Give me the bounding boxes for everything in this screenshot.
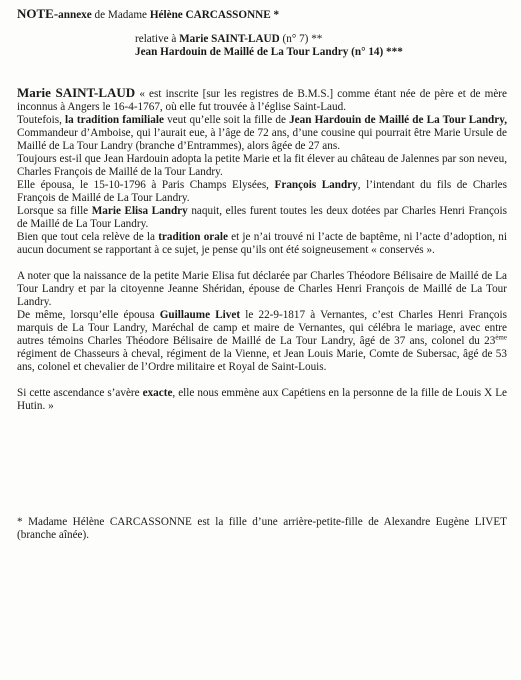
de-madame-text: de Madame [94,9,150,21]
paragraph-8 [17,309,507,374]
subject-line-2: Jean Hardouin de Maillé de La Tour Landry (n° 14) *** [135,46,403,58]
paragraph-text: , l’intendant du fils de Charles François de Maillé de La Tour Landry. [17,179,507,204]
paragraph-6 [17,231,507,257]
paragraph-3: Toujours est-il que Jean Hardouin adopta la petite Marie et la fit élever au château de Jalennes par son neveu, Charles François de Maillé de la Tour Landry. [17,153,507,178]
paragraph-text: régiment de Chasseurs à cheval, régiment de la Vienne, et Jean Louis Marie, Comte de Subersac, âgé de 53 ans, colonel et chevalier de l’Ordre militaire et Royal de Saint-Louis. [17,348,507,373]
author-mark: * [270,9,280,21]
paragraph-text: naquit, elles furent toutes les deux dotées par Charles Henri François de Maillé de La Tour Landry. [17,205,507,230]
subject1-name: Marie SAINT-LAUD [179,33,280,45]
paragraph-gap [17,374,507,387]
note-label: NOTE- [17,6,59,21]
paragraph-9 [17,387,507,413]
footnote-text: * Madame Hélène CARCASSONNE est la fille d’une arrière-petite-fille de Alexandre Eugène LIVET (branche aînée). [17,516,507,541]
paragraph-text: De même, lorsqu’elle épousa [17,309,160,321]
emphasis-bold: la tradition familiale [65,114,164,126]
paragraph-gap [17,257,507,270]
paragraph-text: veut qu’elle soit la fille de [163,114,290,126]
paragraph-text: , elle nous emmène aux Capétiens en la personne de la fille de Louis X Le Hutin. » [17,387,507,412]
emphasis-bold: tradition orale [158,231,228,243]
emphasis-bold: exacte [142,387,173,399]
paragraph-text: Lorsque sa fille [17,205,92,217]
paragraph-5 [17,205,507,231]
ordinal-superscript: ème [495,333,507,342]
subject-name-bold: Marie SAINT-LAUD [17,85,136,100]
emphasis-bold: Guillaume Livet [159,309,241,321]
note-header [17,7,279,22]
emphasis-bold: Marie Elisa Landry [91,205,188,217]
paragraph-1 [17,86,507,114]
author-name: Hélène CARCASSONNE [149,9,271,21]
emphasis-bold: Jean Hardouin de Maillé de La Tour Landry, [289,114,507,126]
footnote [17,516,507,542]
document-body [17,86,507,413]
paragraph-text: Bien que tout cela relève de la [17,231,159,243]
subject1-ref: (n° 7) ** [279,33,323,45]
relative-label: relative à [135,33,180,45]
paragraph-text: le 22-9-1817 à Vernantes, c’est Charles Henri François marquis de La Tour Landry, Maréchal de camp et maire de Vernantes, qui célébra le mariage, avec entre autres témoins Charles Théodore Bélisaire de Maillé de La Tour Landry, âgé de 37 ans, colonel du 23 [17,309,507,347]
emphasis-bold: François Landry [274,179,358,191]
subject-line-1 [135,33,322,46]
annexe-label: annexe [58,9,92,21]
paragraph-text: Si cette ascendance s’avère [17,387,143,399]
paragraph-2 [17,114,507,153]
paragraph-text: et je n’ai trouvé ni l’acte de baptême, ni l’acte d’adoption, ni aucun document se rapportant à ce sujet, je pense qu’ils ont été soigneusement « conservés ». [17,231,507,256]
paragraph-text: Commandeur d’Amboise, qui l’aurait eue, à l’âge de 72 ans, d’une cousine qui pourrait être Marie Ursule de Maillé de La Tour Landry (branche d’Entrammes), alors âgée de 27 ans. [17,127,507,152]
paragraph-7: A noter que la naissance de la petite Marie Elisa fut déclarée par Charles Théodore Bélisaire de Maillé de La Tour Landry et par la citoyenne Jeanne Shéridan, épouse de Charles Henri François de Maillé de La Tour Landry. [17,270,507,308]
paragraph-text: « est inscrite [sur les registres de B.M.S.] comme étant née de père et de mère inconnus à Angers le 16-4-1767, où elle fut trouvée à l’église Saint-Laud. [17,88,507,113]
paragraph-4 [17,179,507,205]
paragraph-text: Toutefois, [17,114,66,126]
paragraph-text: Elle épousa, le 15-10-1796 à Paris Champs Elysées, [17,179,275,191]
